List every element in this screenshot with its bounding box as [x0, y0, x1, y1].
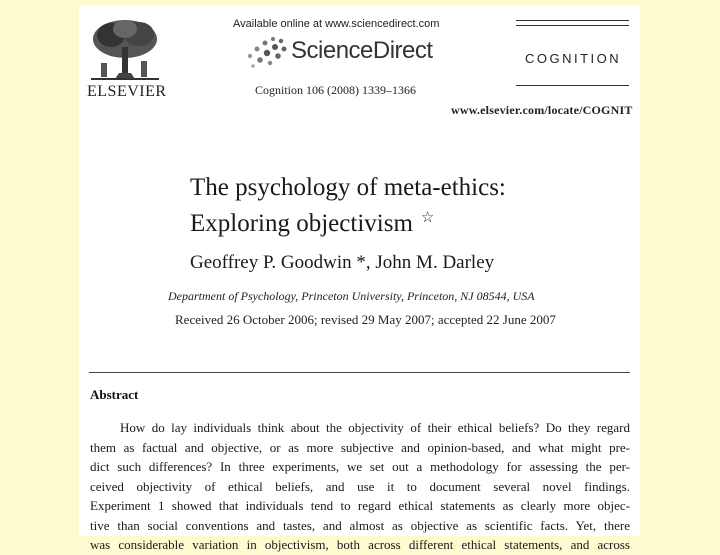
- abstract-line: dict such differences? In three experiments, we set out a methodology for assessing the per-: [90, 459, 630, 474]
- received-dates: Received 26 October 2006; revised 29 May 2007; accepted 22 June 2007: [175, 312, 556, 327]
- journal-rule-top: [516, 20, 629, 21]
- journal-rule-top-2: [516, 25, 629, 26]
- abstract-line: was considerable variation in objectivism, both across different ethical statements, and across: [90, 537, 630, 552]
- available-online-text: Available online at www.sciencedirect.com: [233, 18, 440, 30]
- elsevier-tree-logo: [89, 17, 161, 81]
- title-line-2: [190, 203, 506, 239]
- authors: Geoffrey P. Goodwin *, John M. Darley: [190, 252, 495, 273]
- sciencedirect-wordmark: ScienceDirect: [291, 37, 433, 64]
- abstract-line: tive than social conventions and tastes, and almost as objective as scientific facts. Yet, there: [90, 517, 630, 533]
- title-line-1: The psychology of meta-ethics:: [190, 174, 506, 201]
- abstract-line: Experiment 1 showed that individuals tend to regard ethical statements as clearly more objec-: [90, 498, 630, 513]
- abstract-line: ceived objectivity of ethical beliefs, and use it to document several novel findings.: [90, 478, 630, 494]
- affiliation: Department of Psychology, Princeton University, Princeton, NJ 08544, USA: [168, 289, 535, 303]
- journal-rule-bottom: [516, 85, 629, 86]
- title-footnote-star-icon: ☆: [420, 210, 435, 226]
- citation: Cognition 106 (2008) 1339–1366: [255, 83, 416, 97]
- paper-page: [79, 5, 640, 552]
- journal-url: www.elsevier.com/locate/COGNIT: [451, 103, 633, 117]
- journal-name: COGNITION: [525, 51, 622, 66]
- sciencedirect-dots-icon: [243, 35, 289, 69]
- publisher-name: ELSEVIER: [87, 83, 167, 100]
- title-line-2-text: Exploring objectivism: [190, 210, 413, 237]
- abstract-heading: Abstract: [90, 387, 139, 402]
- abstract-body: [90, 418, 630, 555]
- abstract-line: them as factual and objective, or as more subjective and opinion-based, and what might pre-: [90, 439, 630, 455]
- abstract-line: How do lay individuals think about the objectivity of their ethical beliefs? Do they regard: [120, 420, 630, 435]
- abstract-divider: [89, 372, 630, 373]
- article-title: [190, 173, 506, 239]
